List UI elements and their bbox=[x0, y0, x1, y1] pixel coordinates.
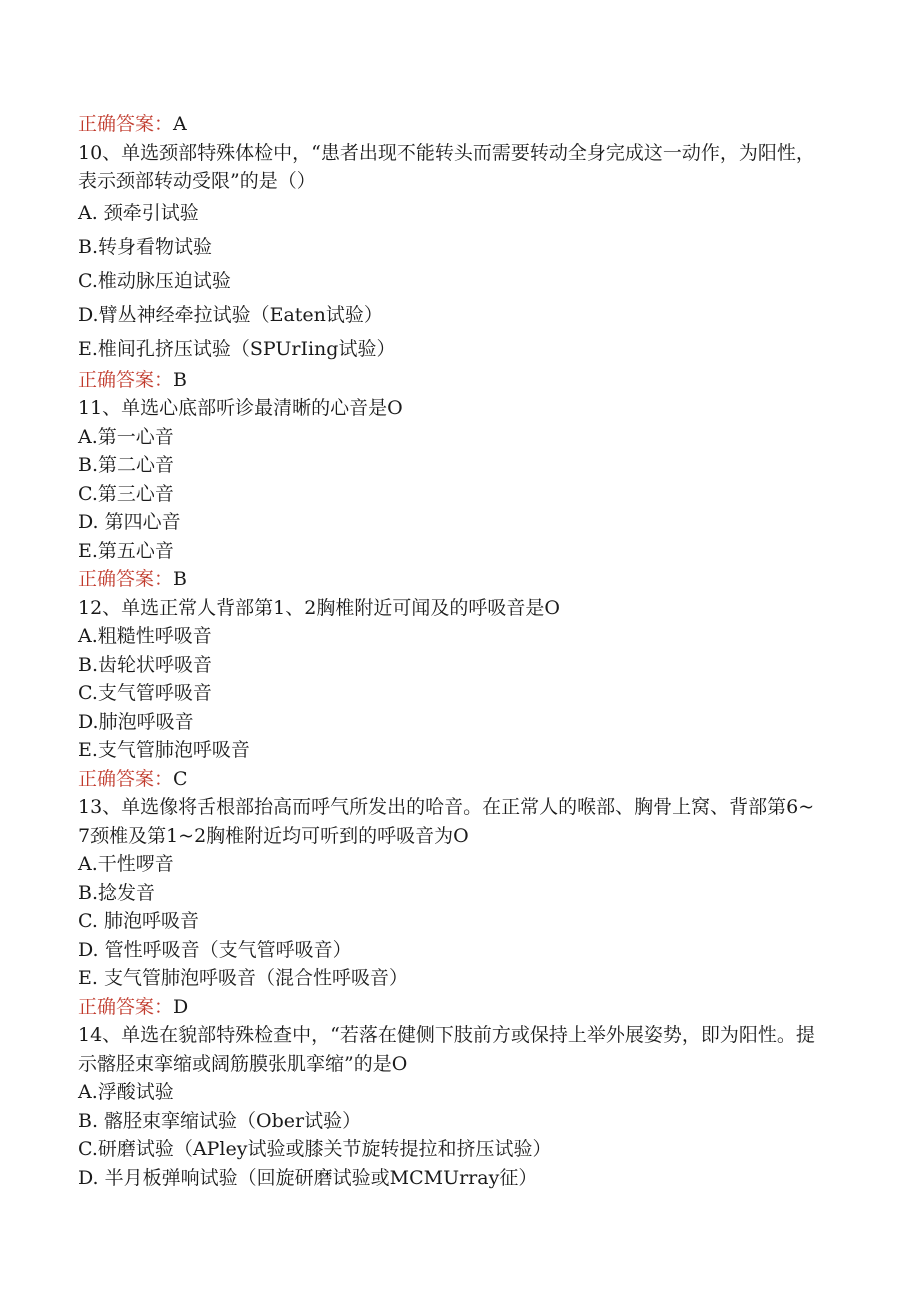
option-b: B.捻发音 bbox=[78, 881, 156, 904]
option-c: C.支气管呼吸音 bbox=[78, 682, 212, 704]
option-c: C.第三心音 bbox=[78, 482, 174, 505]
question-block bbox=[78, 793, 818, 1021]
question-block bbox=[78, 139, 818, 395]
option-b: B.齿轮状呼吸音 bbox=[78, 653, 213, 676]
option-c: C.椎动脉压迫试验 bbox=[78, 269, 231, 292]
answer-label: 正确答案： bbox=[78, 767, 174, 790]
question-stem: 14、单选在貌部特殊检查中，“若落在健侧下肢前方或保持上举外展姿势，即为阳性。提示髂胫束挛缩或阔筋膜张肌挛缩”的是O bbox=[78, 1024, 815, 1075]
option-b: B.转身看物试验 bbox=[78, 235, 213, 258]
question-stem: 13、单选像将舌根部抬高而呼气所发出的哈音。在正常人的喉部、胸骨上窝、背部第6~7颈椎及第1~2胸椎附近均可听到的呼吸音为O bbox=[78, 796, 815, 847]
option-d: D.臂丛神经牵拉试验（Eaten试验） bbox=[78, 303, 383, 326]
option-d: D. 管性呼吸音（支气管呼吸音） bbox=[78, 938, 352, 961]
option-e: E.椎间孔挤压试验（SPUrIing试验） bbox=[78, 337, 396, 360]
option-d: D.肺泡呼吸音 bbox=[78, 710, 194, 733]
answer-label: 正确答案： bbox=[78, 995, 174, 1018]
answer-line bbox=[78, 765, 818, 794]
question-stem: 10、单选颈部特殊体检中，“患者出现不能转头而需要转动全身完成这一动作，为阳性，表示颈部转动受限”的是（） bbox=[78, 141, 815, 192]
answer-label: 正确答案： bbox=[78, 568, 174, 590]
question-block bbox=[78, 594, 818, 794]
option-a: A.第一心音 bbox=[78, 425, 174, 448]
option-d: D. 第四心音 bbox=[78, 511, 181, 533]
option-b: B.第二心音 bbox=[78, 454, 175, 476]
question-stem: 12、单选正常人背部第1、2胸椎附近可闻及的呼吸音是O bbox=[78, 596, 560, 619]
question-stem: 11、单选心底部听诊最清晰的心音是O bbox=[78, 397, 403, 419]
option-a: A. 颈牵引试验 bbox=[78, 201, 199, 224]
option-a: A.干性啰音 bbox=[78, 853, 174, 875]
option-e: E.第五心音 bbox=[78, 539, 174, 562]
answer-value: D bbox=[173, 995, 189, 1018]
option-a: A.浮酸试验 bbox=[78, 1081, 174, 1103]
answer-value: B bbox=[173, 368, 187, 391]
option-a: A.粗糙性呼吸音 bbox=[78, 625, 212, 647]
answer-label: 正确答案： bbox=[78, 113, 174, 135]
answer-line bbox=[78, 366, 818, 395]
option-c: C. 肺泡呼吸音 bbox=[78, 910, 199, 932]
question-block bbox=[78, 1021, 818, 1192]
answer-line bbox=[78, 993, 818, 1022]
answer-line bbox=[78, 565, 818, 594]
option-e: E.支气管肺泡呼吸音 bbox=[78, 739, 250, 761]
option-c: C.研磨试验（APley试验或膝关节旋转提拉和挤压试验） bbox=[78, 1138, 552, 1160]
answer-value: B bbox=[173, 568, 187, 590]
answer-line bbox=[78, 110, 818, 139]
question-block bbox=[78, 394, 818, 594]
option-b: B. 髂胫束挛缩试验（Ober试验） bbox=[78, 1109, 362, 1132]
answer-label: 正确答案： bbox=[78, 368, 174, 391]
document-body bbox=[78, 110, 818, 1192]
answer-value: C bbox=[173, 767, 188, 790]
option-d: D. 半月板弹响试验（回旋研磨试验或MCMUrray征） bbox=[78, 1166, 538, 1189]
answer-value: A bbox=[173, 113, 187, 135]
option-e: E. 支气管肺泡呼吸音（混合性呼吸音） bbox=[78, 967, 408, 989]
